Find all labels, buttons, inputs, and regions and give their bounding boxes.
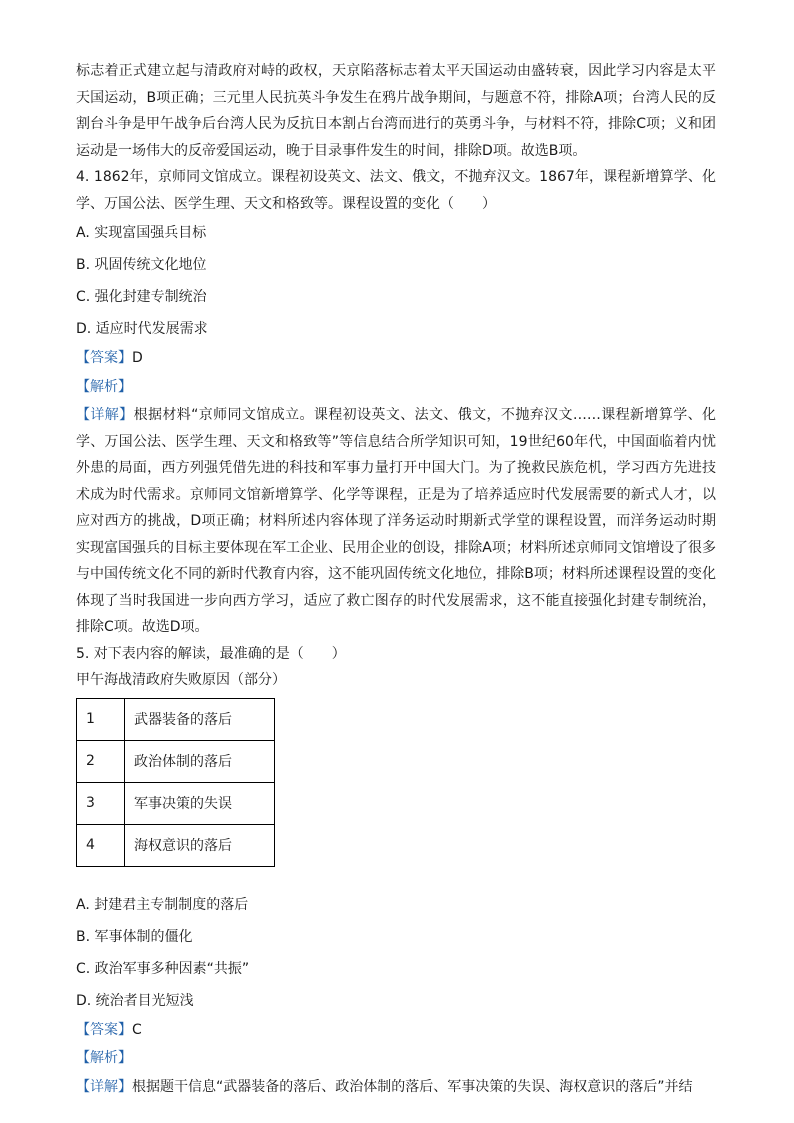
table-row [77, 698, 275, 740]
table-row [77, 740, 275, 782]
q4-detail [76, 402, 716, 641]
row-number: 4 [77, 824, 125, 866]
q4-answer-line [76, 345, 716, 372]
row-text: 海权意识的落后 [125, 824, 275, 866]
q5-reasons-table [76, 698, 275, 867]
q4-option-d: D. 适应时代发展需求 [76, 321, 208, 337]
document-page [76, 58, 716, 1100]
q5-detail [76, 1074, 716, 1101]
q4-option-b: B. 巩固传统文化地位 [76, 257, 207, 273]
q5-detail-tag: 【详解】 [76, 1078, 132, 1095]
table-row [77, 824, 275, 866]
q4-analysis-tag: 【解析】 [76, 378, 132, 395]
row-number: 2 [77, 740, 125, 782]
q4-answer-tag: 【答案】 [76, 350, 132, 366]
q5-option-a: A. 封建君主专制制度的落后 [76, 896, 249, 913]
question-5-options [76, 889, 716, 1017]
question-5 [76, 641, 716, 1101]
q4-answer: D [132, 350, 143, 366]
q4-detail-tag: 【详解】 [76, 407, 134, 423]
question-5-stem: 5. 对下表内容的解读，最准确的是（ ） [76, 645, 346, 662]
q5-answer-tag: 【答案】 [76, 1021, 132, 1038]
q4-detail-text: 根据材料“京师同文馆成立。课程初设英文、法文、俄文，不抛弃汉文……课程新增算学、化学、万国公法、医学生理、天文和格致等”等信息结合所学知识可知，19世纪60年代，中国面临着内忧外患的局面，西方列强凭借先进的科技和军事力量打开中国大门。为了挽救民族危机，学习西方先进技术成为时代需求。京师同文馆新增算学、化学等课程，正是为了培养适应时代发展需要的新式人才，以应对西方的挑战，D项正确；材料所述内容体现了洋务运动时期新式学堂的课程设置，而洋务运动时期实现富国强兵的目标主要体现在军工企业、民用企业的创设，排除A项；材料所述京师同文馆增设了很多与中国传统文化不同的新时代教育内容，这不能巩固传统文化地位，排除B项；材料所述课程设置的变化体现了当时我国进一步向西方学习，适应了救亡图存的时代发展需求，这不能直接强化封建专制统治，排除C项。故选D项。 [76, 407, 716, 635]
q4-option-c: C. 强化封建专制统治 [76, 289, 207, 305]
question-4-stem: 4. 1862年，京师同文馆成立。课程初设英文、法文、俄文，不抛弃汉文。1867年，课程新增算学、化学、万国公法、医学生理、天文和格致等。课程设置的变化（ ） [76, 169, 716, 212]
question-4-options [76, 217, 716, 345]
row-number: 3 [77, 782, 125, 824]
row-text: 政治体制的落后 [125, 740, 275, 782]
q5-analysis-tag: 【解析】 [76, 1050, 132, 1066]
table-row [77, 782, 275, 824]
row-text: 军事决策的失误 [125, 782, 275, 824]
q4-analysis-tag-line [76, 374, 716, 401]
question-4 [76, 164, 716, 641]
q5-option-d: D. 统治者目光短浅 [76, 992, 194, 1009]
q5-option-b: B. 军事体制的僵化 [76, 928, 193, 945]
q5-answer: C [132, 1021, 142, 1038]
q5-option-c: C. 政治军事多种因素“共振” [76, 960, 250, 977]
q5-answer-line [76, 1017, 716, 1044]
q5-detail-text: 根据题干信息“武器装备的落后、政治体制的落后、军事决策的失误、海权意识的落后”并结 [132, 1078, 693, 1095]
row-number: 1 [77, 698, 125, 740]
q5-analysis-tag-line [76, 1045, 716, 1072]
row-text: 武器装备的落后 [125, 698, 275, 740]
intro-paragraph: 标志着正式建立起与清政府对峙的政权，天京陷落标志着太平天国运动由盛转衰，因此学习内容是太平天国运动，B项正确；三元里人民抗英斗争发生在鸦片战争期间，与题意不符，排除A项；台湾人民的反割台斗争是甲午战争后台湾人民为反抗日本割占台湾而进行的英勇斗争，与材料不符，排除C项；义和团运动是一场伟大的反帝爱国运动，晚于目录事件发生的时间，排除D项。故选B项。 [76, 63, 716, 159]
q4-option-a: A. 实现富国强兵目标 [76, 225, 207, 241]
q5-table-caption: 甲午海战清政府失败原因（部分） [76, 672, 286, 688]
